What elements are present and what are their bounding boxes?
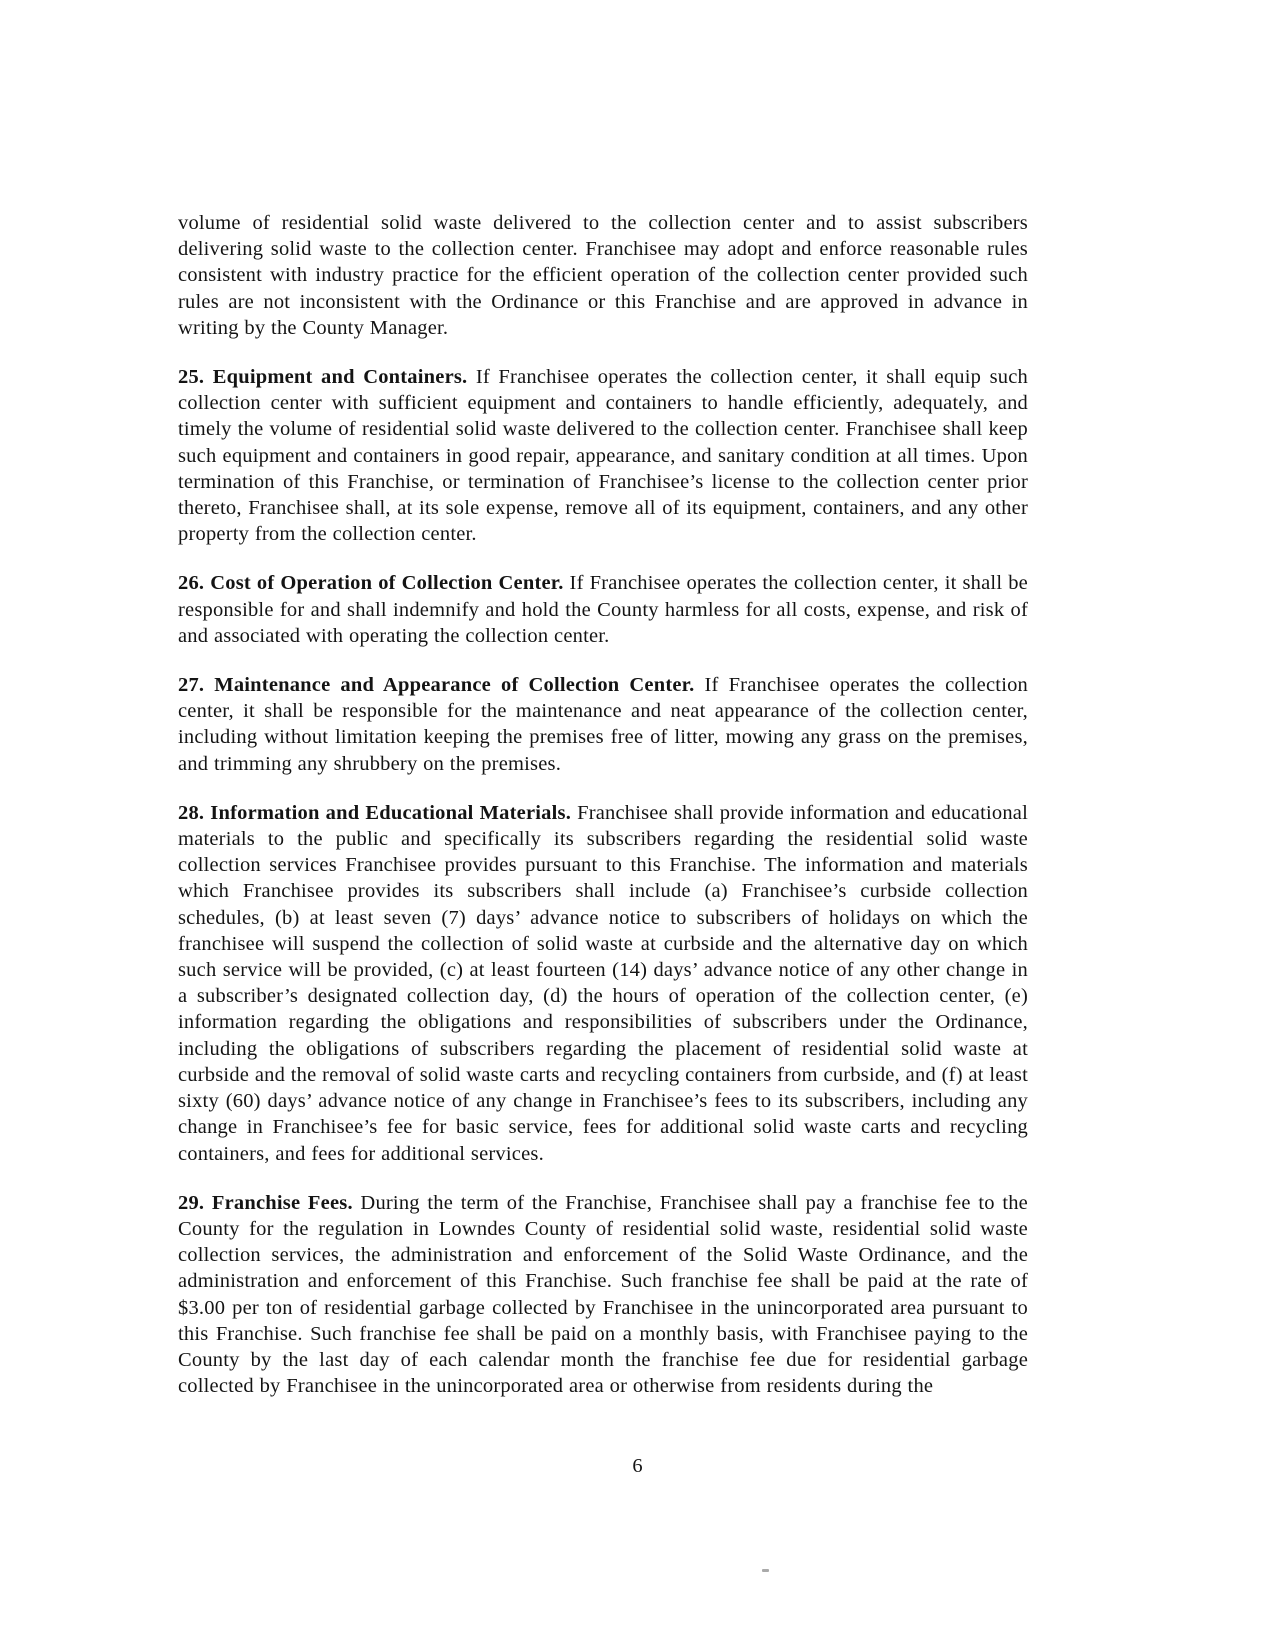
paragraph-section-28 xyxy=(178,800,1028,1167)
document-body xyxy=(178,210,1028,1399)
scan-artifact-speck xyxy=(762,1569,769,1572)
section-text-26: If Franchisee operates the collection center, it shall be responsible for and shall indemnify and hold the County harmless for all costs, expense, and risk of and associated with operating the collection center. xyxy=(178,572,1028,647)
paragraph-section-26 xyxy=(178,570,1028,649)
section-text-29: During the term of the Franchise, Franchisee shall pay a franchise fee to the County for the regulation in Lowndes County of residential solid waste, residential solid waste collection services, the administration and enforcement of the Solid Waste Ordinance, and the administration and enforcement of this Franchise. Such franchise fee shall be paid at the rate of $3.00 per ton of residential garbage collected by Franchisee in the unincorporated area pursuant to this Franchise. Such franchise fee shall be paid on a monthly basis, with Franchisee paying to the County by the last day of each calendar month the franchise fee due for residential garbage collected by Franchisee in the unincorporated area or otherwise from residents during the xyxy=(178,1191,1028,1398)
page-number: 6 xyxy=(632,1455,643,1477)
paragraph-section-27 xyxy=(178,672,1028,777)
section-text-27: If Franchisee operates the collection center, it shall be responsible for the maintenance and neat appearance of the collection center, including without limitation keeping the premises free of litter, mowing any grass on the premises, and trimming any shrubbery on the premises. xyxy=(178,674,1028,775)
paragraph-text: volume of residential solid waste delivered to the collection center and to assist subscribers delivering solid waste to the collection center. Franchisee may adopt and enforce reasonable rules consistent with industry practice for the efficient operation of the collection center provided such rules are not inconsistent with the Ordinance or this Franchise and are approved in advance in writing by the County Manager. xyxy=(178,212,1028,339)
section-heading-28: 28. Information and Educational Materials. xyxy=(178,801,572,824)
section-heading-26: 26. Cost of Operation of Collection Center. xyxy=(178,572,564,595)
paragraph-continued-collection-center xyxy=(178,210,1028,341)
paragraph-section-29 xyxy=(178,1190,1028,1400)
section-text-25: If Franchisee operates the collection center, it shall equip such collection center with sufficient equipment and containers to handle efficiently, adequately, and timely the volume of residential solid waste delivered to the collection center. Franchisee shall keep such equipment and containers in good repair, appearance, and sanitary condition at all times. Upon termination of this Franchise, or termination of Franchisee’s license to the collection center prior thereto, Franchisee shall, at its sole expense, remove all of its equipment, containers, and any other property from the collection center. xyxy=(178,366,1028,546)
section-text-28: Franchisee shall provide information and educational materials to the public and specifically its subscribers regarding the residential solid waste collection services Franchisee provides pursuant to this Franchise. The information and materials which Franchisee provides its subscribers shall include (a) Franchisee’s curbside collection schedules, (b) at least seven (7) days’ advance notice to subscribers of holidays on which the franchisee will suspend the collection of solid waste at curbside and the alternative day on which such service will be provided, (c) at least fourteen (14) days’ advance notice of any other change in a subscriber’s designated collection day, (d) the hours of operation of the collection center, (e) information regarding the obligations and responsibilities of subscribers under the Ordinance, including the obligations of subscribers regarding the placement of residential solid waste at curbside and the removal of solid waste carts and recycling containers from curbside, and (f) at least sixty (60) days’ advance notice of any change in Franchisee’s fees to its subscribers, including any change in Franchisee’s fee for basic service, fees for additional solid waste carts and recycling containers, and fees for additional services. xyxy=(178,801,1029,1165)
section-heading-25: 25. Equipment and Containers. xyxy=(178,366,468,389)
section-heading-27: 27. Maintenance and Appearance of Collection Center. xyxy=(178,674,695,697)
section-heading-29: 29. Franchise Fees. xyxy=(178,1191,353,1214)
paragraph-section-25 xyxy=(178,364,1028,547)
